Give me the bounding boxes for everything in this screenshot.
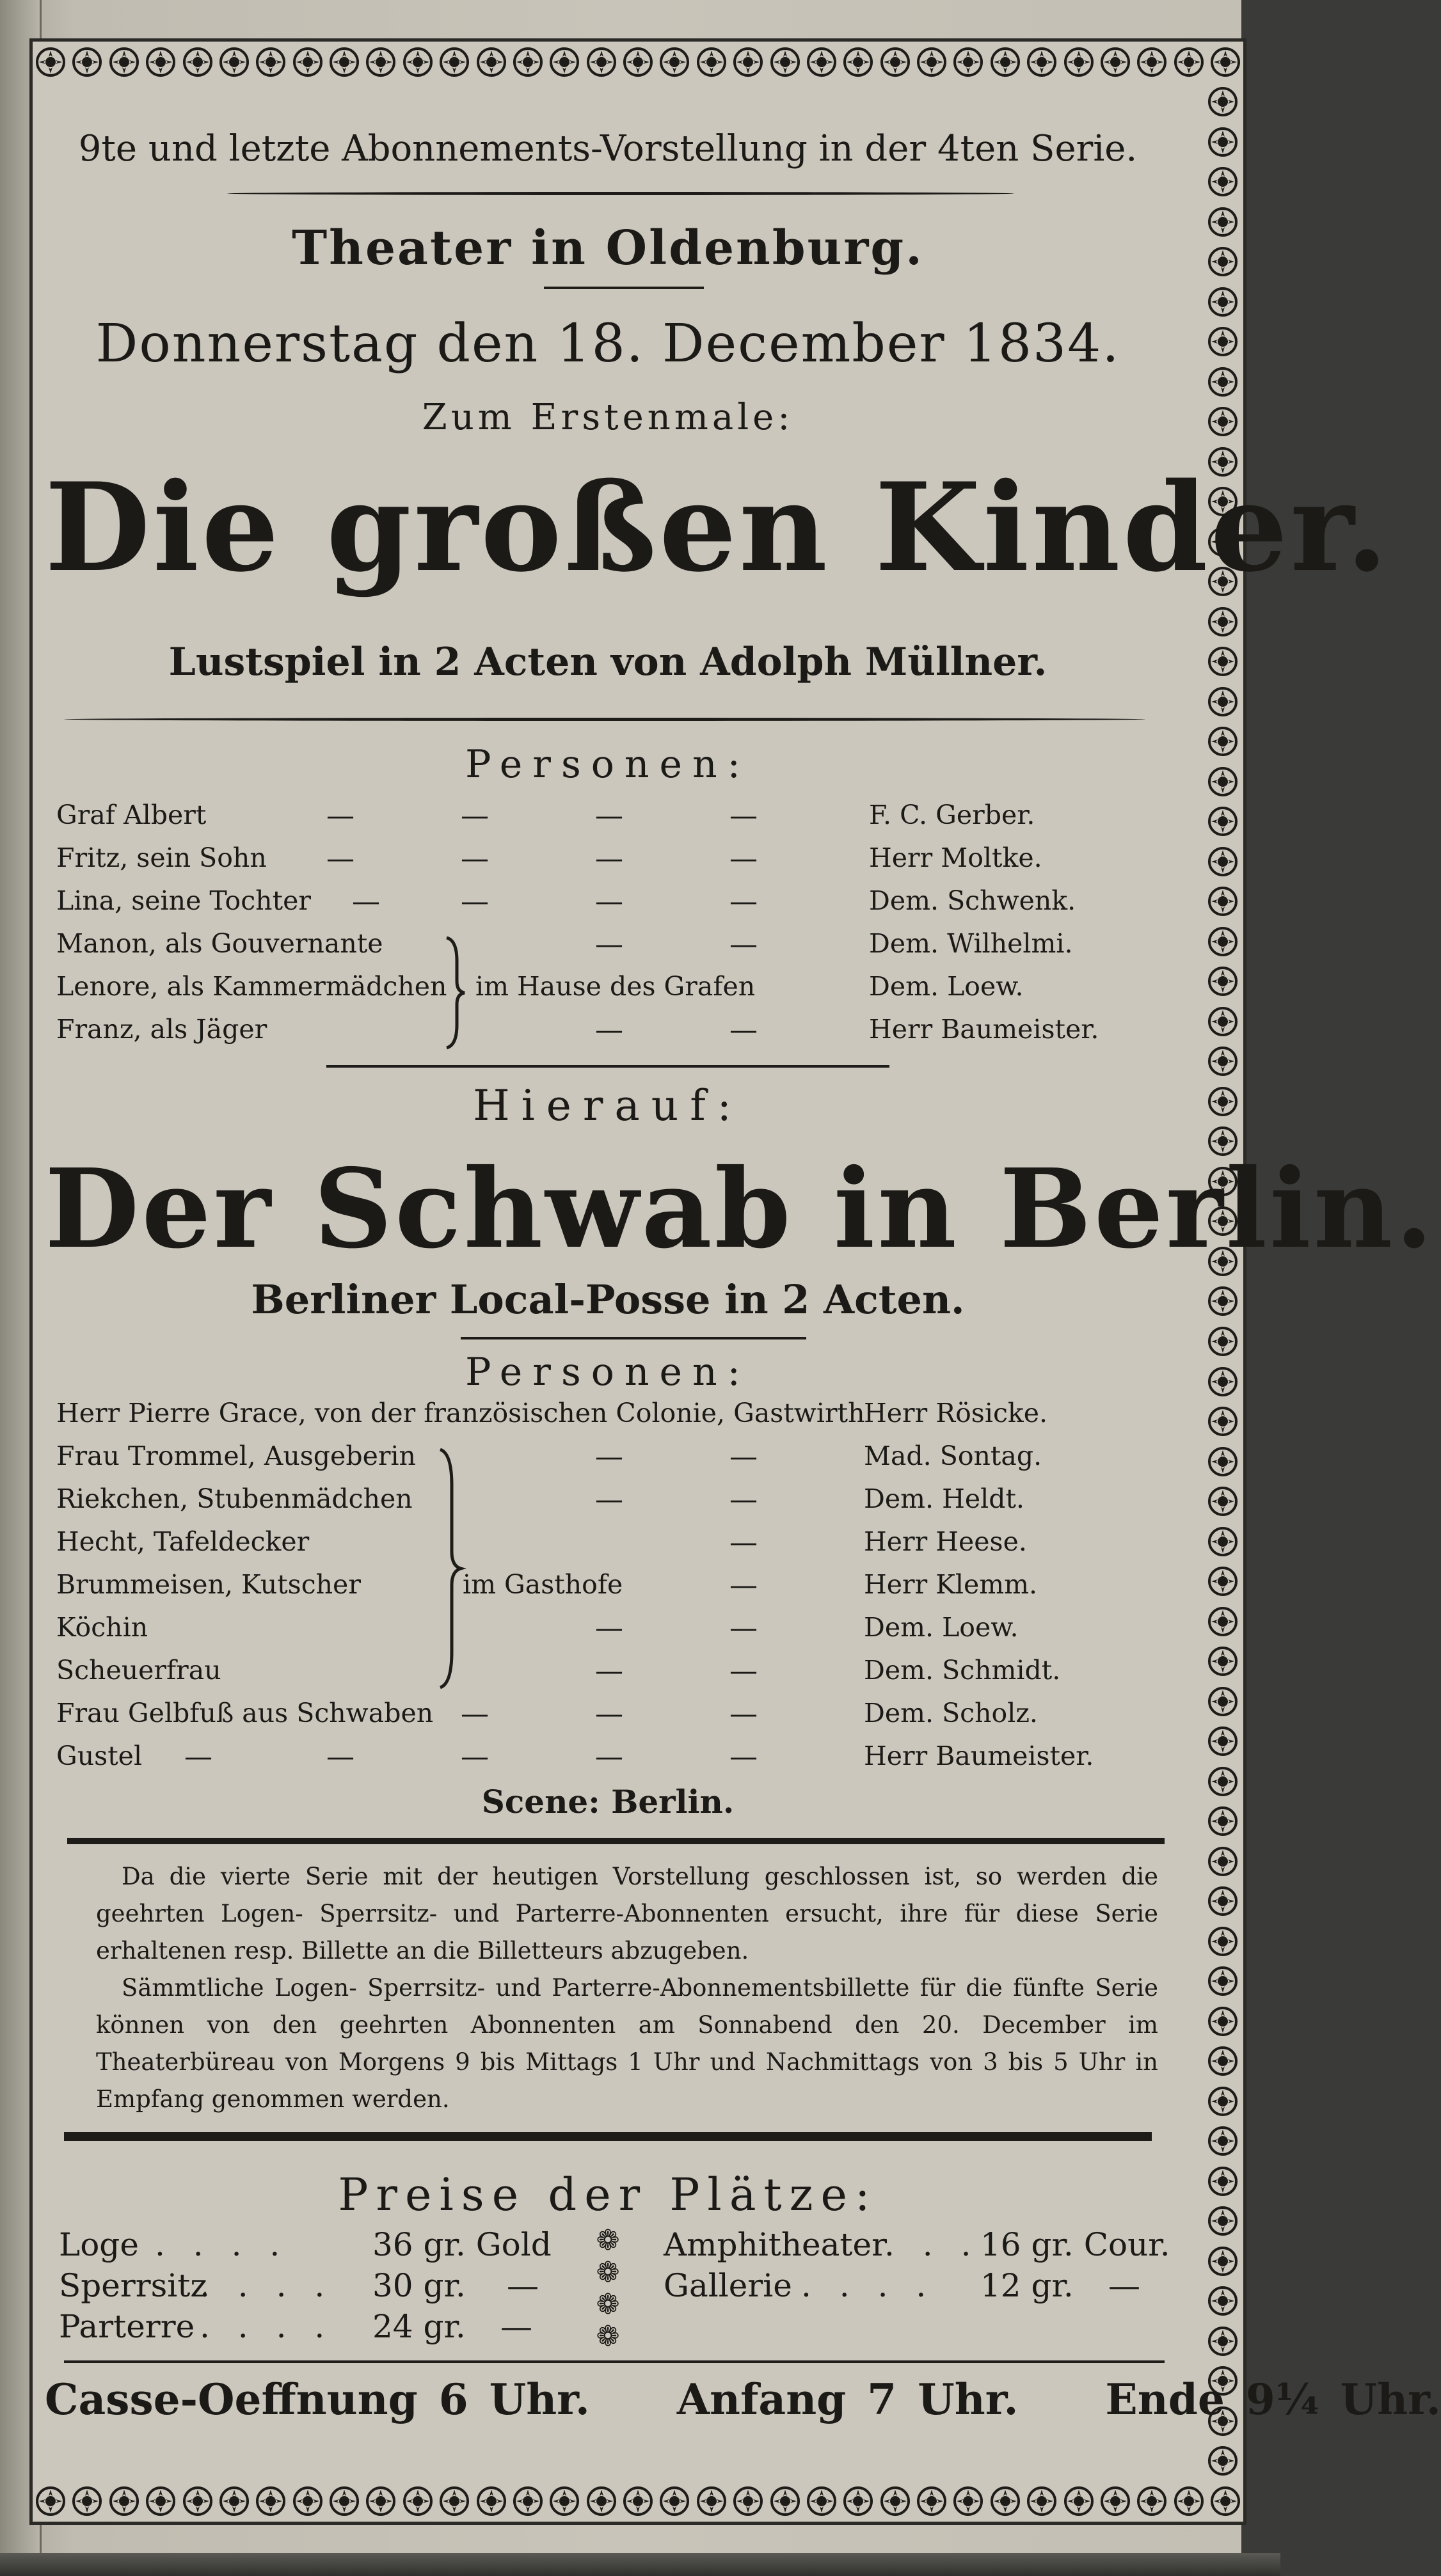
cast-row — [56, 1441, 1144, 1482]
box-office-opening: Casse-Oeffnung 6 Uhr. — [45, 2375, 590, 2424]
first-performance-note: Zum Erstenmale: — [422, 397, 794, 438]
ditto-mark: — — [1108, 2267, 1140, 2304]
seat-price: 36 gr. Gold — [372, 2226, 552, 2263]
leader-dots: . . . . — [155, 2226, 289, 2263]
play2-subtitle: Berliner Local-Posse in 2 Acten. — [251, 1276, 965, 1323]
dash: — — [595, 1014, 623, 1047]
dash: — — [729, 1526, 758, 1559]
cast-row — [56, 1741, 1144, 1782]
dash: — — [461, 1741, 489, 1773]
actor-name: Herr Moltke. — [869, 842, 1042, 873]
role-name: Köchin — [56, 1612, 148, 1643]
role-name: Brummeisen, Kutscher — [56, 1569, 361, 1600]
seat-name: Loge — [59, 2226, 139, 2263]
role-name: Lina, seine Tochter — [56, 885, 311, 916]
actor-name: F. C. Gerber. — [869, 800, 1035, 830]
role-name: Frau Gelbfuß aus Schwaben — [56, 1698, 434, 1728]
series-header: 9te und letzte Abonnements-Vorstellung in der 4ten Serie. — [78, 128, 1138, 170]
role-name: Frau Trommel, Ausgeberin — [56, 1441, 416, 1471]
role-name: Scheuerfrau — [56, 1655, 221, 1686]
dash: — — [729, 1612, 758, 1645]
leader-dots: . . . . — [200, 2267, 334, 2304]
dash: — — [461, 1698, 489, 1730]
dash: — — [595, 885, 623, 918]
dash: — — [729, 1741, 758, 1773]
cast-row — [56, 842, 1144, 883]
seat-price: 16 gr. Cour. — [980, 2226, 1170, 2263]
cast-row — [56, 1698, 1144, 1739]
dash: — — [595, 1655, 623, 1687]
role-name: Hecht, Tafeldecker — [56, 1526, 310, 1557]
seat-name: Sperrsitz — [59, 2267, 207, 2304]
dash: — — [595, 928, 623, 961]
ditto-mark: — — [507, 2267, 539, 2304]
seat-price: 30 gr. — [372, 2267, 466, 2304]
play2-title: Der Schwab in Berlin. — [45, 1145, 1436, 1273]
seat-price: 12 gr. — [980, 2267, 1074, 2304]
cast-row — [56, 1526, 1144, 1567]
role-name: Graf Albert — [56, 800, 207, 830]
dash: — — [595, 1441, 623, 1473]
actor-name: Herr Baumeister. — [869, 1014, 1099, 1045]
cast-row — [56, 800, 1144, 841]
cast-row — [56, 1483, 1144, 1524]
dash: — — [595, 1612, 623, 1645]
cast-row — [56, 1569, 1144, 1610]
actor-name: Dem. Schwenk. — [869, 885, 1076, 916]
dash: — — [729, 1441, 758, 1473]
cast-row — [56, 1014, 1144, 1055]
play1-rule — [64, 718, 1145, 721]
dash: — — [326, 800, 354, 832]
dash: — — [729, 1483, 758, 1516]
grouping-brace — [442, 935, 467, 1050]
actor-name: Dem. Loew. — [869, 971, 1024, 1002]
play2-personen-label: Personen: — [465, 1350, 751, 1395]
role-name: Lenore, als Kammermädchen — [56, 971, 447, 1002]
footer-rule — [64, 2360, 1165, 2363]
notice-paragraph-2: Sämmtliche Logen- Sperrsitz- und Parterre-Abonnementsbillette für die fünfte Serie können von den geehrten Abonnenten am Sonnabend den 20. December im Theaterbüreau von Morgens 9 bis Mittags 1 Uhr und Nachmittags von 3 bis 5 Uhr in Empfang genommen werden. — [96, 1974, 1158, 2113]
cast1-rule — [326, 1065, 889, 1068]
ditto-mark: — — [500, 2308, 532, 2345]
dash: — — [729, 1569, 758, 1602]
end-time: Ende 9¼ Uhr. — [1105, 2375, 1441, 2424]
actor-name: Dem. Wilhelmi. — [869, 928, 1073, 959]
dash: — — [595, 1483, 623, 1516]
ornament-star-icon: ❁ — [596, 2224, 620, 2257]
actor-name: Herr Klemm. — [864, 1569, 1038, 1600]
cast-row — [56, 885, 1144, 926]
brace-group-label: im Hause des Grafen — [475, 971, 756, 1002]
actor-name: Dem. Scholz. — [864, 1698, 1038, 1728]
dash: — — [461, 842, 489, 875]
play1-subtitle: Lustspiel in 2 Acten von Adolph Müllner. — [168, 640, 1047, 684]
dash: — — [326, 1741, 354, 1773]
role-name: Herr Pierre Grace, von der französischen Colonie, Gastwirth — [56, 1398, 865, 1428]
actor-name: Dem. Schmidt. — [864, 1655, 1061, 1686]
seat-price: 24 gr. — [372, 2308, 466, 2345]
dash: — — [729, 842, 758, 875]
start-time: Anfang 7 Uhr. — [676, 2375, 1019, 2424]
dash: — — [461, 885, 489, 918]
leader-dots: . . . . — [200, 2308, 334, 2345]
cast-row — [56, 971, 1144, 1012]
dash: — — [729, 800, 758, 832]
scene-location: Scene: Berlin. — [481, 1783, 735, 1821]
dash: — — [595, 1741, 623, 1773]
leader-dots: . . . — [884, 2226, 980, 2263]
ornament-star-icon: ❁ — [596, 2288, 620, 2321]
role-name: Franz, als Jäger — [56, 1014, 267, 1045]
actor-name: Herr Heese. — [864, 1526, 1027, 1557]
leader-dots: . . . . — [801, 2267, 935, 2304]
ornament-star-icon: ❁ — [596, 2256, 620, 2289]
actor-name: Herr Rösicke. — [864, 1398, 1048, 1428]
dash: — — [729, 885, 758, 918]
notice-paragraph-1: Da die vierte Serie mit der heutigen Vorstellung geschlossen ist, so werden die geehrten Logen- Sperrsitz- und Parterre-Abonnenten ersucht, ihre für diese Serie erhaltenen resp. Billette an die Billetteurs abzugeben. — [96, 1863, 1158, 1964]
dash: — — [461, 800, 489, 832]
prices-title: Preise der Plätze: — [338, 2169, 878, 2221]
dash: — — [352, 885, 380, 918]
cast-row — [56, 1655, 1144, 1696]
dash: — — [595, 800, 623, 832]
seat-name: Gallerie — [664, 2267, 792, 2304]
play1-personen-label: Personen: — [465, 742, 751, 787]
seat-name: Amphitheater — [664, 2226, 887, 2263]
cast-row — [56, 1398, 1144, 1439]
play2-subtitle-rule — [461, 1337, 806, 1339]
role-name: Gustel — [56, 1741, 143, 1771]
seat-name: Parterre — [59, 2308, 195, 2345]
dash: — — [595, 1698, 623, 1730]
role-name: Fritz, sein Sohn — [56, 842, 267, 873]
cast-row — [56, 1612, 1144, 1653]
actor-name: Dem. Heldt. — [864, 1483, 1024, 1514]
dash: — — [729, 1014, 758, 1047]
play1-title: Die großen Kinder. — [45, 456, 1391, 599]
theater-name: Theater in Oldenburg. — [292, 221, 924, 276]
prices-rule — [64, 2132, 1152, 2141]
actor-name: Herr Baumeister. — [864, 1741, 1094, 1771]
hierauf-label: Hierauf: — [473, 1081, 743, 1130]
dash: — — [729, 928, 758, 961]
theater-rule — [544, 287, 704, 289]
cast-row — [56, 928, 1144, 969]
performance-date: Donnerstag den 18. December 1834. — [95, 313, 1120, 374]
dash: — — [729, 1698, 758, 1730]
header-rule — [227, 192, 1014, 195]
actor-name: Dem. Loew. — [864, 1612, 1019, 1643]
grouping-brace — [435, 1447, 463, 1690]
ornament-star-icon: ❁ — [596, 2320, 620, 2353]
footer-times — [45, 2375, 1441, 2424]
dash: — — [184, 1741, 212, 1773]
role-name: Manon, als Gouvernante — [56, 928, 383, 959]
dash: — — [595, 842, 623, 875]
dash: — — [729, 1655, 758, 1687]
actor-name: Mad. Sontag. — [864, 1441, 1042, 1471]
notice-rule — [67, 1838, 1165, 1844]
dash: — — [326, 842, 354, 875]
brace-group-label: im Gasthofe — [463, 1569, 623, 1600]
role-name: Riekchen, Stubenmädchen — [56, 1483, 413, 1514]
